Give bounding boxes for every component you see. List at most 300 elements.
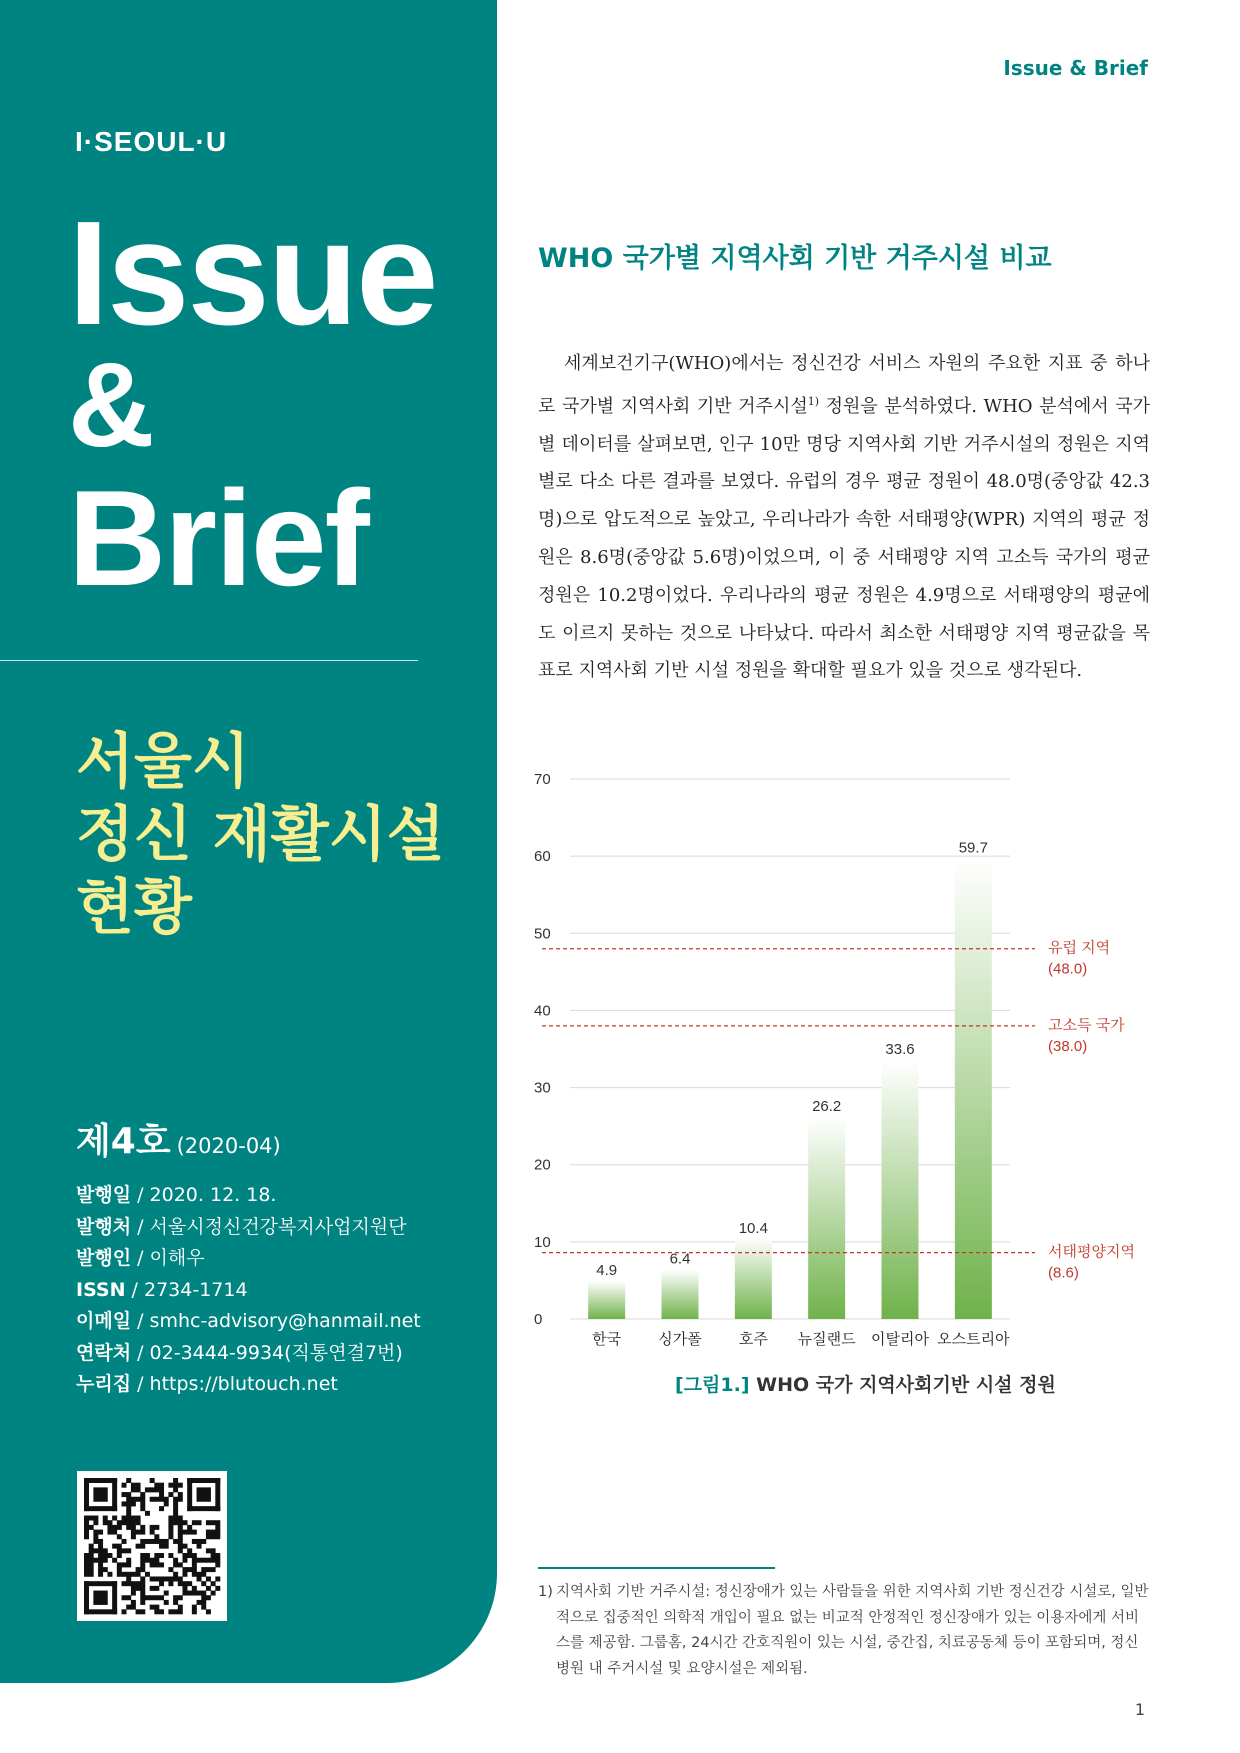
cover-title-ampersand: & [68,338,155,472]
qr-module [89,1548,94,1553]
qr-module [126,1595,131,1600]
qr-module [89,1558,94,1563]
qr-module [197,1539,202,1544]
qr-module [178,1520,183,1525]
qr-module [140,1591,145,1596]
qr-module [107,1553,112,1558]
qr-module [122,1562,127,1567]
qr-module [89,1525,94,1530]
qr-module [215,1530,220,1535]
qr-module [112,1544,117,1549]
qr-module [164,1497,169,1502]
y-tick-label: 50 [534,925,551,943]
qr-module [168,1609,173,1614]
qr-module [98,1548,103,1553]
qr-module [182,1530,187,1535]
qr-module [140,1586,145,1591]
qr-module [215,1576,220,1581]
qr-module [201,1572,206,1577]
qr-module [98,1539,103,1544]
bar-chart [530,760,1170,1354]
qr-module [182,1591,187,1596]
meta-website[interactable] [76,1369,421,1401]
meta-key: 누리집 [76,1373,132,1395]
qr-module [140,1562,145,1567]
qr-module [192,1558,197,1563]
meta-value: / 2734-1714 [125,1278,248,1301]
qr-module [150,1539,155,1544]
qr-module [178,1516,183,1521]
qr-module [93,1548,98,1553]
qr-module [117,1520,122,1525]
qr-module [154,1576,159,1581]
issue-number-block [76,1113,281,1164]
meta-phone [76,1338,421,1370]
qr-module [178,1595,183,1600]
qr-module [98,1572,103,1577]
qr-module [145,1553,150,1558]
qr-module [136,1581,141,1586]
qr-module [84,1553,89,1558]
qr-module [178,1576,183,1581]
qr-module [126,1520,131,1525]
qr-module [84,1567,89,1572]
qr-module [126,1562,131,1567]
qr-module [154,1497,159,1502]
qr-module [197,1576,202,1581]
qr-module [93,1530,98,1535]
qr-module [173,1478,178,1483]
qr-module [192,1605,197,1610]
cover-panel [0,0,497,1683]
qr-module [187,1548,192,1553]
qr-module [178,1497,183,1502]
qr-module [206,1548,211,1553]
qr-module [178,1492,183,1497]
qr-finder [197,1487,211,1501]
qr-module [122,1492,127,1497]
qr-module [159,1553,164,1558]
bar [882,1060,919,1319]
reference-label: 고소득 국가 [1048,1016,1125,1034]
qr-module [112,1558,117,1563]
qr-finder [112,1581,117,1614]
qr-module [150,1525,155,1530]
qr-module [154,1539,159,1544]
x-tick-label: 이탈리아 [871,1331,929,1348]
qr-module [159,1544,164,1549]
qr-finder [93,1487,107,1501]
qr-module [140,1581,145,1586]
qr-module [164,1576,169,1581]
bar [588,1281,625,1319]
qr-module [173,1572,178,1577]
qr-module [206,1558,211,1563]
meta-issn [76,1275,421,1307]
qr-module [140,1553,145,1558]
qr-module [173,1558,178,1563]
qr-module [98,1558,103,1563]
qr-module [140,1530,145,1535]
qr-module [215,1553,220,1558]
qr-module [89,1572,94,1577]
qr-module [211,1534,216,1539]
meta-value: / 서울시정신건강복지사업지원단 [131,1215,407,1238]
qr-module [154,1562,159,1567]
qr-module [159,1497,164,1502]
y-tick-label: 40 [534,1002,551,1020]
qr-module [197,1558,202,1563]
qr-module [136,1609,141,1614]
qr-module [84,1530,89,1535]
korean-title-line: 서울시 [76,727,250,797]
qr-module [154,1586,159,1591]
qr-module [164,1600,169,1605]
qr-module [164,1539,169,1544]
qr-module [150,1487,155,1492]
footnote-marker: 1) [538,1584,553,1600]
qr-module [187,1553,192,1558]
qr-module [187,1567,192,1572]
qr-module [145,1572,150,1577]
qr-module [206,1520,211,1525]
footnote-divider [538,1567,775,1569]
bar-value-label: 26.2 [812,1097,842,1115]
qr-module [122,1595,127,1600]
qr-module [168,1530,173,1535]
qr-module [159,1576,164,1581]
qr-module [84,1562,89,1567]
qr-module [84,1572,89,1577]
qr-module [201,1600,206,1605]
meta-key: ISSN [76,1278,126,1301]
qr-module [89,1544,94,1549]
meta-issuer [76,1243,421,1275]
qr-module [84,1520,89,1525]
bar [662,1270,699,1319]
qr-module [178,1609,183,1614]
qr-module [201,1558,206,1563]
qr-module [140,1492,145,1497]
qr-module [126,1516,131,1521]
qr-module [98,1544,103,1549]
x-tick-label: 오스트리아 [937,1331,1010,1348]
qr-module [182,1581,187,1586]
qr-module [197,1520,202,1525]
qr-module [182,1586,187,1591]
qr-module [140,1609,145,1614]
reference-value-label: (8.6) [1048,1264,1079,1282]
qr-module [192,1562,197,1567]
qr-module [122,1516,127,1521]
qr-module [98,1567,103,1572]
qr-finder [84,1478,89,1511]
qr-module [192,1530,197,1535]
figure-label: [그림1.] [675,1374,750,1396]
reference-label: 유럽 지역 [1048,939,1111,957]
qr-module [197,1591,202,1596]
qr-module [178,1605,183,1610]
qr-module [154,1525,159,1530]
qr-module [173,1539,178,1544]
qr-module [206,1609,211,1614]
bar-value-label: 33.6 [885,1040,915,1058]
qr-module [150,1595,155,1600]
qr-module [154,1558,159,1563]
qr-finder [215,1478,220,1511]
meta-key: 연락처 [76,1341,132,1364]
qr-module [84,1558,89,1563]
qr-module [211,1530,216,1535]
qr-module [206,1595,211,1600]
qr-module [150,1562,155,1567]
qr-module [168,1576,173,1581]
qr-module [107,1520,112,1525]
meta-key: 이메일 [76,1310,132,1332]
qr-module [126,1605,131,1610]
qr-module [173,1595,178,1600]
y-tick-label: 70 [534,771,551,788]
section-title: WHO 국가별 지역사회 기반 거주시설 비교 [538,243,1052,274]
qr-module [168,1525,173,1530]
qr-module [140,1544,145,1549]
x-tick-label: 싱가폴 [658,1331,702,1348]
qr-module [131,1605,136,1610]
qr-module [182,1567,187,1572]
qr-finder [84,1581,89,1614]
qr-module [103,1553,108,1558]
qr-module [150,1586,155,1591]
qr-module [192,1520,197,1525]
qr-module [131,1525,136,1530]
qr-module [136,1530,141,1535]
meta-email[interactable] [76,1306,421,1338]
qr-module [131,1520,136,1525]
qr-module [136,1483,141,1488]
qr-module [215,1558,220,1563]
qr-module [103,1558,108,1563]
footnote-ref[interactable]: 1) [807,394,820,408]
qr-module [126,1558,131,1563]
qr-module [192,1553,197,1558]
qr-module [192,1591,197,1596]
qr-module [182,1520,187,1525]
qr-module [154,1483,159,1488]
qr-module [178,1581,183,1586]
qr-module [131,1516,136,1521]
qr-module [211,1567,216,1572]
qr-module [178,1539,183,1544]
qr-module [201,1581,206,1586]
qr-code-image [77,1471,227,1621]
qr-module [211,1558,216,1563]
qr-module [122,1501,127,1506]
qr-module [150,1530,155,1535]
qr-module [150,1558,155,1563]
qr-module [159,1609,164,1614]
article-body [538,345,1150,690]
qr-module [211,1548,216,1553]
qr-module [178,1548,183,1553]
x-tick-label: 한국 [592,1331,622,1348]
qr-module [140,1501,145,1506]
qr-module [126,1478,131,1483]
qr-module [168,1516,173,1521]
qr-module [173,1609,178,1614]
qr-module [93,1516,98,1521]
y-tick-label: 30 [534,1079,551,1097]
qr-module [215,1534,220,1539]
qr-module [131,1501,136,1506]
qr-module [150,1478,155,1483]
qr-module [192,1609,197,1614]
cover-title-issue: Issue [68,191,437,356]
qr-module [154,1534,159,1539]
qr-module [112,1530,117,1535]
meta-value[interactable]: / https://blutouch.net [131,1373,338,1395]
qr-module [140,1539,145,1544]
qr-module [89,1553,94,1558]
qr-module [117,1544,122,1549]
qr-module [145,1558,150,1563]
cover-divider [0,660,418,661]
qr-module [164,1591,169,1596]
qr-module [159,1581,164,1586]
qr-module [201,1539,206,1544]
x-tick-label: 호주 [738,1331,768,1348]
qr-module [159,1562,164,1567]
meta-key: 발행일 [76,1184,132,1206]
qr-module [197,1544,202,1549]
qr-module [93,1534,98,1539]
issue-number: 제4호 [76,1121,171,1162]
qr-module [122,1609,127,1614]
qr-module [168,1492,173,1497]
qr-module [131,1497,136,1502]
header-tag: Issue & Brief [1003,56,1148,80]
qr-module [164,1501,169,1506]
qr-module [131,1534,136,1539]
qr-module [136,1586,141,1591]
qr-module [131,1487,136,1492]
korean-title [76,726,445,945]
qr-module [182,1544,187,1549]
qr-module [215,1520,220,1525]
qr-module [150,1605,155,1610]
reference-value-label: (38.0) [1048,1037,1088,1055]
qr-module [154,1553,159,1558]
qr-module [211,1581,216,1586]
qr-module [84,1525,89,1530]
qr-module [173,1511,178,1516]
qr-module [178,1483,183,1488]
qr-module [140,1600,145,1605]
qr-module [140,1576,145,1581]
qr-module [98,1562,103,1567]
qr-module [122,1539,127,1544]
qr-module [126,1572,131,1577]
meta-key: 발행인 [76,1247,132,1269]
qr-module [89,1516,94,1521]
publication-meta [76,1180,421,1401]
qr-code[interactable] [77,1471,227,1621]
qr-module [150,1576,155,1581]
qr-module [117,1525,122,1530]
qr-module [103,1516,108,1521]
qr-module [112,1516,117,1521]
qr-module [159,1595,164,1600]
meta-key: 발행처 [76,1215,132,1238]
qr-module [201,1605,206,1610]
qr-finder [112,1478,117,1511]
qr-module [117,1572,122,1577]
qr-module [178,1562,183,1567]
qr-module [178,1534,183,1539]
qr-module [136,1567,141,1572]
qr-module [117,1534,122,1539]
qr-module [89,1567,94,1572]
article-text-part2: 정원을 분석하였다. WHO 분석에서 국가별 데이터를 살펴보면, 인구 10만 명당 지역사회 기반 거주시설의 정원은 지역별로 다소 다른 결과를 보였다. 유럽의 경우 평균 정원이 48.0명(중앙값 42.3명)으로 압도적으로 높았고, 우리나라가 속한 서태평양(WPR) 지역의 평균 정원은 8.6명(중앙값 5.6명)이었으며, 이 중 서태평양 지역 고소득 국가의 평균 정원은 10.2명이었다. 우리나라의 평균 정원은 4.9명으로 서태평양의 평균에도 이르지 못하는 것으로 나타났다. 따라서 최소한 서태평양 지역 평균값을 목표로 지역사회 기반 시설 정원을 확대할 필요가 있을 것으로 생각된다. [538,395,1151,682]
qr-module [206,1576,211,1581]
qr-module [126,1511,131,1516]
qr-module [136,1497,141,1502]
bar-value-label: 4.9 [596,1262,618,1280]
qr-module [145,1511,150,1516]
bar-chart-svg [530,760,1170,1350]
qr-module [84,1534,89,1539]
qr-module [173,1487,178,1492]
y-tick-label: 10 [534,1233,551,1251]
qr-module [182,1558,187,1563]
issue-date: (2020-04) [176,1134,281,1158]
qr-module [168,1567,173,1572]
qr-module [197,1600,202,1605]
qr-module [215,1586,220,1591]
qr-module [126,1581,131,1586]
bar-value-label: 6.4 [669,1250,691,1268]
qr-module [122,1581,127,1586]
qr-module [126,1548,131,1553]
qr-module [126,1525,131,1530]
qr-module [89,1562,94,1567]
qr-module [192,1586,197,1591]
bar-value-label: 59.7 [958,839,988,857]
qr-module [215,1562,220,1567]
qr-module [140,1558,145,1563]
qr-module [131,1600,136,1605]
qr-module [211,1591,216,1596]
qr-module [136,1516,141,1521]
qr-module [201,1567,206,1572]
x-tick-label: 뉴질랜드 [797,1331,856,1348]
bar-value-label: 10.4 [738,1219,768,1237]
qr-module [126,1576,131,1581]
qr-module [103,1548,108,1553]
qr-module [126,1501,131,1506]
qr-module [117,1553,122,1558]
qr-module [117,1548,122,1553]
y-tick-label: 0 [534,1311,543,1328]
reference-label: 서태평양지역 [1048,1243,1135,1261]
qr-module [136,1544,141,1549]
bar [735,1239,772,1319]
qr-module [187,1581,192,1586]
qr-module [168,1553,173,1558]
qr-finder [187,1478,192,1511]
meta-value[interactable]: / smhc-advisory@hanmail.net [131,1310,421,1332]
qr-module [93,1539,98,1544]
qr-module [93,1558,98,1563]
